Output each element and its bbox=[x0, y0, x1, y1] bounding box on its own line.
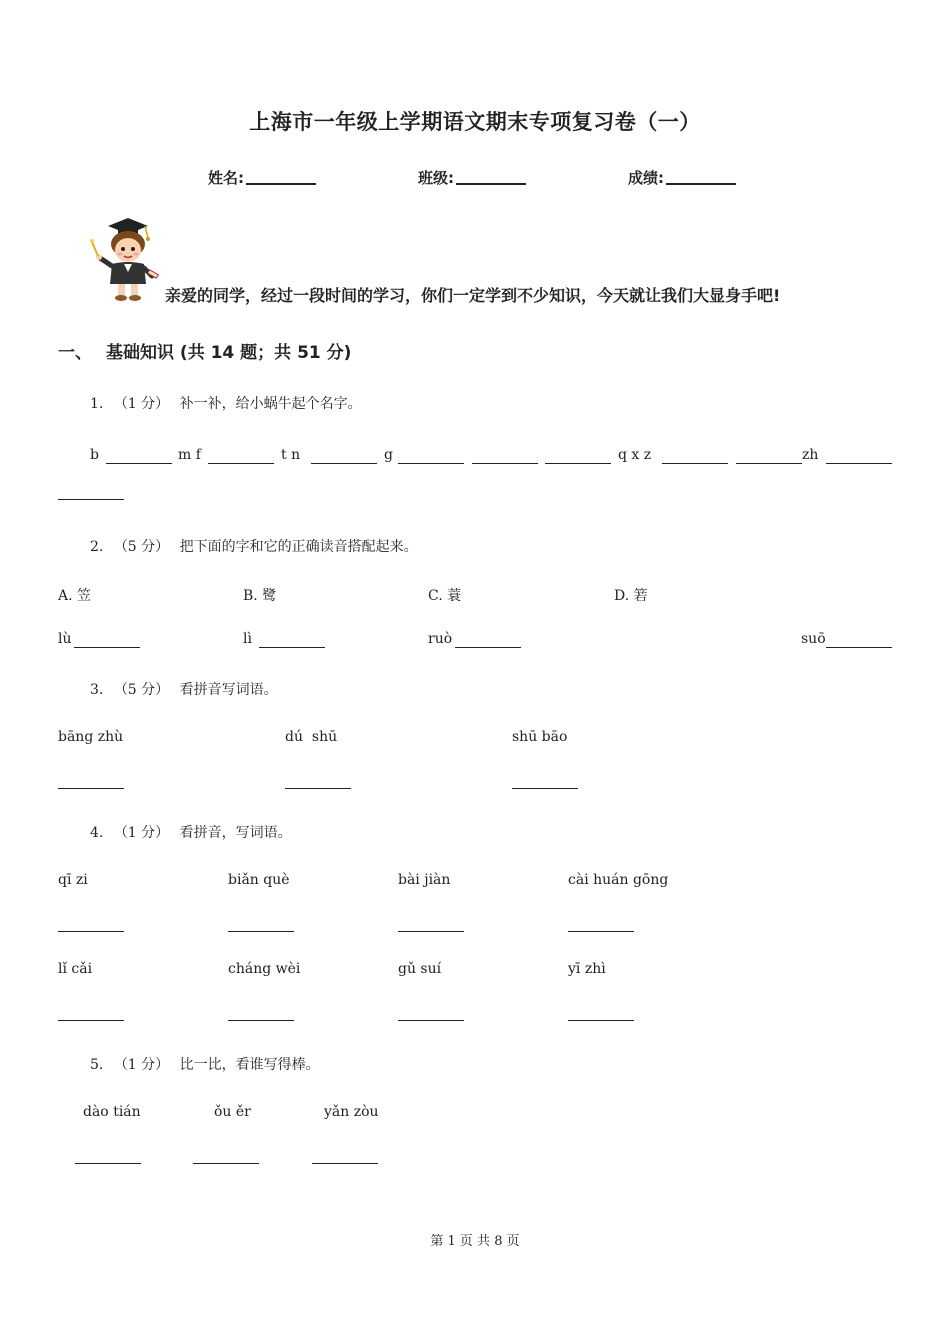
question-text: 比一比，看谁写得棒。 bbox=[179, 1057, 320, 1073]
pinyin-label: qī zi bbox=[58, 872, 88, 888]
question-number: 3. bbox=[90, 682, 104, 698]
question-number: 1. bbox=[90, 396, 104, 412]
answer-blank[interactable] bbox=[75, 1163, 141, 1164]
score-blank[interactable] bbox=[666, 169, 736, 185]
option-c: C. 蓑 bbox=[428, 588, 462, 604]
question-points: （1 分） bbox=[113, 1057, 170, 1073]
page-title: 上海市一年级上学期语文期末专项复习卷（一） bbox=[249, 109, 701, 134]
pinyin-label: yī zhì bbox=[568, 961, 606, 977]
question-number: 4. bbox=[90, 825, 104, 841]
pinyin-label: bāng zhù bbox=[58, 729, 124, 745]
class-blank[interactable] bbox=[456, 169, 526, 185]
question-text: 把下面的字和它的正确读音搭配起来。 bbox=[179, 539, 418, 555]
pinyin-label: gǔ suí bbox=[398, 961, 442, 977]
q1-letter: m f bbox=[178, 447, 201, 463]
option-d: D. 箬 bbox=[614, 588, 648, 604]
answer-blank[interactable] bbox=[568, 931, 634, 932]
pinyin-label: dú shū bbox=[285, 729, 338, 745]
pinyin-label: lì bbox=[243, 631, 252, 647]
pinyin-label: cháng wèi bbox=[228, 961, 301, 977]
name-field[interactable] bbox=[208, 167, 316, 188]
question-text: 看拼音，写词语。 bbox=[179, 825, 292, 841]
pinyin-label: biǎn què bbox=[228, 872, 290, 888]
pinyin-label: ǒu ěr bbox=[214, 1104, 251, 1120]
pinyin-label: shū bāo bbox=[512, 729, 568, 745]
question-number: 5. bbox=[90, 1057, 104, 1073]
question-4-header bbox=[90, 822, 292, 842]
answer-blank[interactable] bbox=[472, 463, 538, 464]
student-mascot-icon bbox=[88, 212, 160, 304]
question-points: （5 分） bbox=[113, 539, 170, 555]
pinyin-label: lù bbox=[58, 631, 72, 647]
q1-letter: g bbox=[384, 447, 393, 463]
score-field[interactable] bbox=[628, 167, 736, 188]
pinyin-label: bài jiàn bbox=[398, 872, 451, 888]
answer-blank[interactable] bbox=[58, 1020, 124, 1021]
answer-blank[interactable] bbox=[398, 1020, 464, 1021]
question-1-header bbox=[90, 393, 362, 413]
answer-blank[interactable] bbox=[228, 1020, 294, 1021]
question-number: 2. bbox=[90, 539, 104, 555]
question-points: （1 分） bbox=[113, 396, 170, 412]
class-field[interactable] bbox=[418, 167, 526, 188]
section-number: 一、 bbox=[58, 343, 92, 363]
answer-blank[interactable] bbox=[826, 647, 892, 648]
score-label: 成绩: bbox=[628, 169, 664, 187]
q1-letter: q x z bbox=[618, 447, 652, 463]
question-points: （5 分） bbox=[113, 682, 170, 698]
q1-letter: zh bbox=[802, 447, 819, 463]
answer-blank[interactable] bbox=[512, 788, 578, 789]
answer-blank[interactable] bbox=[398, 463, 464, 464]
answer-blank[interactable] bbox=[736, 463, 802, 464]
question-text: 补一补，给小蜗牛起个名字。 bbox=[179, 396, 362, 412]
answer-blank[interactable] bbox=[193, 1163, 259, 1164]
question-3-header bbox=[90, 679, 278, 699]
answer-blank[interactable] bbox=[285, 788, 351, 789]
answer-blank[interactable] bbox=[398, 931, 464, 932]
answer-blank[interactable] bbox=[228, 931, 294, 932]
answer-blank[interactable] bbox=[106, 463, 172, 464]
section-title: 基础知识 (共 14 题；共 51 分) bbox=[106, 343, 352, 363]
question-points: （1 分） bbox=[113, 825, 170, 841]
name-label: 姓名: bbox=[208, 169, 244, 187]
q1-letter: b bbox=[90, 447, 99, 463]
answer-blank[interactable] bbox=[455, 647, 521, 648]
q1-letter: t n bbox=[281, 447, 301, 463]
answer-blank[interactable] bbox=[58, 499, 124, 500]
answer-blank[interactable] bbox=[58, 788, 124, 789]
pinyin-label: ruò bbox=[428, 631, 453, 647]
section-heading bbox=[58, 338, 351, 363]
answer-blank[interactable] bbox=[259, 647, 325, 648]
answer-blank[interactable] bbox=[545, 463, 611, 464]
answer-blank[interactable] bbox=[662, 463, 728, 464]
question-5-header bbox=[90, 1054, 320, 1074]
pinyin-label: lǐ cǎi bbox=[58, 961, 93, 977]
question-text: 看拼音写词语。 bbox=[179, 682, 278, 698]
greeting-text: 亲爱的同学，经过一段时间的学习，你们一定学到不少知识，今天就让我们大显身手吧! bbox=[165, 286, 781, 305]
answer-blank[interactable] bbox=[208, 463, 274, 464]
pinyin-label: dào tián bbox=[83, 1104, 141, 1120]
option-b: B. 鹭 bbox=[243, 588, 277, 604]
answer-blank[interactable] bbox=[568, 1020, 634, 1021]
name-blank[interactable] bbox=[246, 169, 316, 185]
pinyin-label: cài huán gōng bbox=[568, 872, 669, 888]
option-a: A. 笠 bbox=[58, 588, 92, 604]
page-footer: 第 1 页 共 8 页 bbox=[430, 1234, 520, 1249]
answer-blank[interactable] bbox=[826, 463, 892, 464]
answer-blank[interactable] bbox=[74, 647, 140, 648]
answer-blank[interactable] bbox=[312, 1163, 378, 1164]
answer-blank[interactable] bbox=[311, 463, 377, 464]
pinyin-label: suō bbox=[801, 631, 826, 647]
answer-blank[interactable] bbox=[58, 931, 124, 932]
question-2-header bbox=[90, 536, 418, 556]
class-label: 班级: bbox=[418, 169, 454, 187]
pinyin-label: yǎn zòu bbox=[324, 1104, 379, 1120]
